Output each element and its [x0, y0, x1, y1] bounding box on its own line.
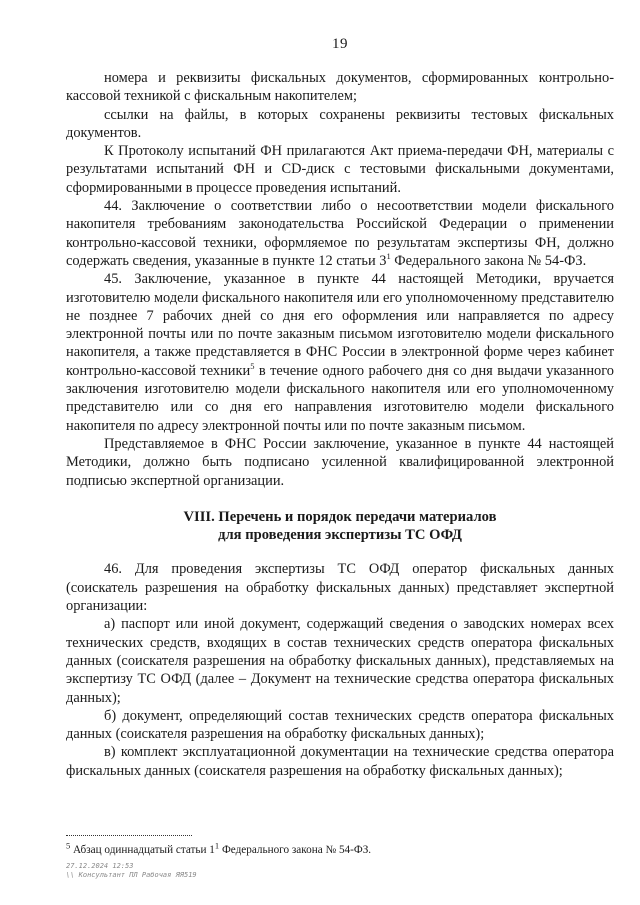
list-item-v: в) комплект эксплуатационной документации на технические средства оператора фискальных данных (соискателя разрешения на обработку фискальных данных); — [66, 744, 614, 779]
paragraph: номера и реквизиты фискальных документов, сформированных контрольно-кассовой техникой с фискальным накопителем; — [66, 70, 614, 105]
print-stamp — [66, 862, 197, 880]
document-body — [66, 69, 614, 780]
paragraph: ссылки на файлы, в которых сохранены реквизиты тестовых фискальных документов. — [66, 106, 614, 141]
footnote-reference[interactable]: 5 — [250, 360, 255, 371]
paragraph-text: 45. Заключение, указанное в пункте 44 настоящей Методики, вручается изготовителю модели фискального накопителя или его уполномоченному представителю не позднее 7 рабочих дней со дня его оформления или направляется по адресу электронной почты или по почте заказным письмом изготовителю модели фискального накопителя, а также представляется в ФНС России в электронной форме через кабинет контрольно-кассовой техники — [66, 271, 614, 379]
section-title-line: для проведения экспертизы ТС ОФД — [218, 527, 462, 544]
superscript: 1 — [214, 840, 220, 851]
paragraph-46: 46. Для проведения экспертизы ТС ОФД оператор фискальных данных (соискатель разрешения на обработку фискальных данных) представляет экспертной организации: — [66, 561, 614, 615]
page-number: 19 — [332, 36, 348, 52]
paragraph-45 — [66, 270, 614, 435]
list-item-b: б) документ, определяющий состав технических средств оператора фискальных данных (соискателя разрешения на обработку фискальных данных); — [66, 707, 614, 743]
paragraph-text: 44. Заключение о соответствии либо о несоответствии модели фискального накопителя требованиям законодательства Российской Федерации о применении контрольно-кассовой техники, оформляемое по результатам экспертизы ФН, должно содержать сведения, указанные в пункте 12 статьи 3 — [66, 198, 614, 269]
paragraph-text: Федерального закона № 54-ФЗ. — [390, 252, 587, 269]
paragraph-text: в течение одного рабочего дня со дня выдачи указанного заключения изготовителю модели фискального накопителя или его уполномоченному представителю или со дня его направления изготовителю модели фискального накопителя по адресу электронной почты или по почте заказным письмом. — [66, 362, 614, 434]
paragraph-44 — [66, 197, 614, 270]
superscript: 1 — [386, 251, 391, 262]
footnote-text: Федерального закона № 54-ФЗ. — [219, 844, 372, 856]
footnote-mark: 5 — [66, 840, 71, 851]
section-title-line: VIII. Перечень и порядок передачи материалов — [183, 508, 497, 525]
paragraph: Представляемое в ФНС России заключение, указанное в пункте 44 настоящей Методики, должно быть подписано усиленной квалифицированной электронной подписью экспертной организации. — [66, 435, 614, 489]
footnote — [66, 840, 606, 857]
stamp-source: \\ Консультант ПЛ Рабочая ЯЯ519 — [66, 871, 197, 879]
footnote-divider — [66, 835, 192, 836]
list-item-a: а) паспорт или иной документ, содержащий сведения о заводских номерах всех технических средств, входящих в состав технических средств оператора фискальных данных (соискателя разрешения на обработку фискальных данных), представляемых на экспертизу ТС ОФД (далее – Документ на технические средства оператора фискальных данных); — [66, 616, 614, 706]
stamp-timestamp: 27.12.2024 12:53 — [66, 862, 134, 870]
paragraph: К Протоколу испытаний ФН прилагаются Акт приема-передачи ФН, материалы с результатами испытаний ФН и CD-диск с тестовыми фискальными документами, сформированными в процессе проведения испытаний. — [66, 143, 614, 196]
footnote-text: Абзац одиннадцатый статьи 1 — [70, 844, 215, 856]
section-title — [66, 508, 614, 545]
